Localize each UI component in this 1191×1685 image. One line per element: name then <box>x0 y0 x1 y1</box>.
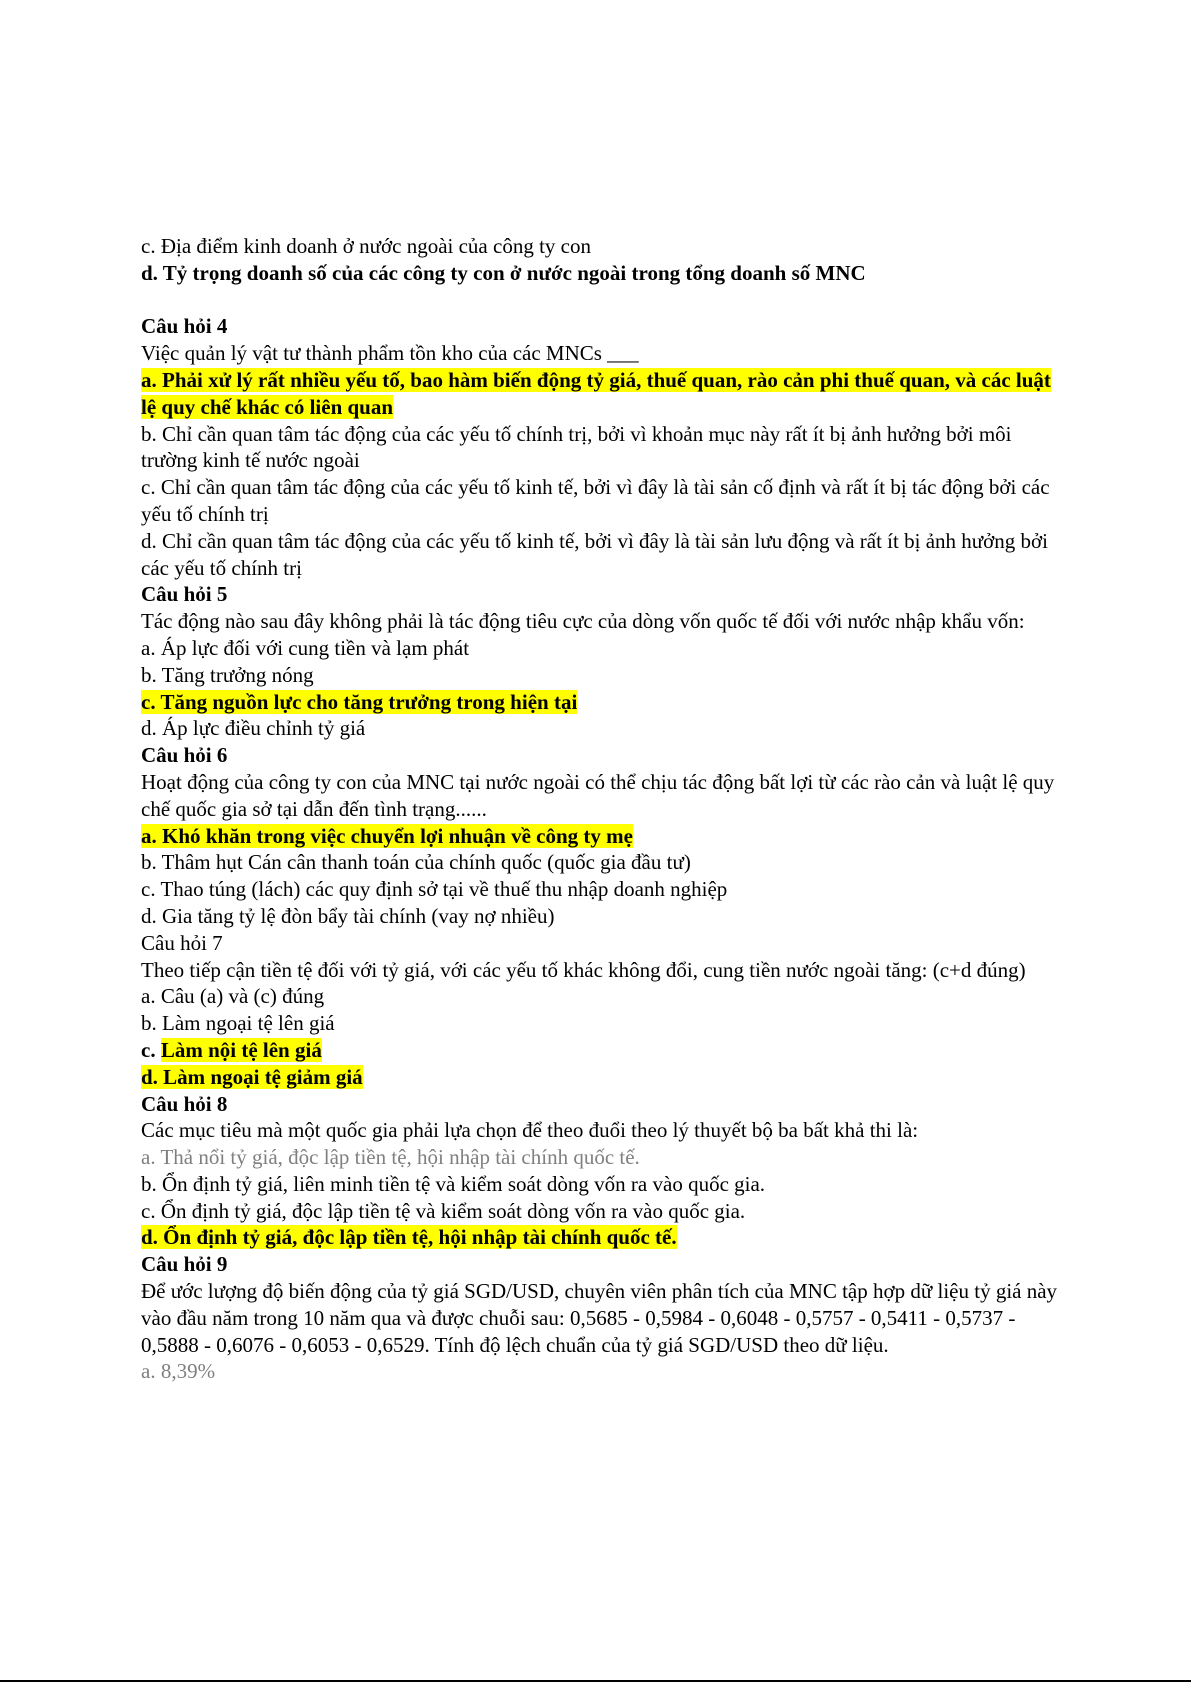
q5-option-d: d. Áp lực điều chỉnh tỷ giá <box>141 716 366 741</box>
q5-option-a: a. Áp lực đối với cung tiền và lạm phát <box>141 635 470 660</box>
q5-heading: Câu hỏi 5 <box>141 582 228 607</box>
q7-option-b: b. Làm ngoại tệ lên giá <box>141 1011 335 1036</box>
answer-highlight: a. Phải xử lý rất nhiều yếu tố, bao hàm biến động tỷ giá, thuế quan, rào cản phi thuế quan, và các luật lệ quy chế khác có liên quan <box>141 367 1051 419</box>
q7-option-d-answer <box>141 1064 1061 1091</box>
q6-option-d: d. Gia tăng tỷ lệ đòn bẩy tài chính (vay nợ nhiều) <box>141 903 555 928</box>
q6-option-b: b. Thâm hụt Cán cân thanh toán của chính quốc (quốc gia đầu tư) <box>141 850 691 875</box>
answer-highlight: c. Tăng nguồn lực cho tăng trưởng trong hiện tại <box>141 689 578 714</box>
q7-option-c-answer <box>141 1037 1061 1064</box>
q3-option-c: c. Địa điểm kinh doanh ở nước ngoài của công ty con <box>141 234 591 258</box>
q4-option-a-answer <box>141 367 1061 421</box>
q6-question: Hoạt động của công ty con của MNC tại nước ngoài có thể chịu tác động bất lợi từ các rào cản và luật lệ quy chế quốc gia sở tại dẫn đến tình trạng...... <box>141 769 1055 821</box>
q4-option-b: b. Chỉ cần quan tâm tác động của các yếu tố chính trị, bởi vì khoản mục này rất ít bị ảnh hưởng bởi môi trường kinh tế nước ngoài <box>141 421 1012 473</box>
q6-heading: Câu hỏi 6 <box>141 743 228 768</box>
q3-option-d-answer: d. Tỷ trọng doanh số của các công ty con ở nước ngoài trong tổng doanh số MNC <box>141 260 866 285</box>
q8-option-b: b. Ổn định tỷ giá, liên minh tiền tệ và kiểm soát dòng vốn ra vào quốc gia. <box>141 1171 766 1196</box>
q6-option-a-answer <box>141 823 1061 850</box>
q9-heading: Câu hỏi 9 <box>141 1252 228 1277</box>
q6-option-c: c. Thao túng (lách) các quy định sở tại về thuế thu nhập doanh nghiệp <box>141 877 728 902</box>
document-body <box>141 233 1061 1385</box>
q8-option-c: c. Ổn định tỷ giá, độc lập tiền tệ và kiểm soát dòng vốn ra vào quốc gia. <box>141 1198 746 1223</box>
q7-question: Theo tiếp cận tiền tệ đối với tỷ giá, với các yếu tố khác không đổi, cung tiền nước ngoài tăng: (c+d đúng) <box>141 957 1026 982</box>
q8-option-d-answer <box>141 1224 1061 1251</box>
q4-option-c: c. Chỉ cần quan tâm tác động của các yếu tố kinh tế, bởi vì đây là tài sản cố định và rất ít bị tác động bởi các yếu tố chính trị <box>141 475 1050 526</box>
q5-option-c-answer <box>141 689 1061 716</box>
q4-option-d: d. Chỉ cần quan tâm tác động của các yếu tố kinh tế, bởi vì đây là tài sản lưu động và rất ít bị ảnh hưởng bởi các yếu tố chính trị <box>141 528 1048 580</box>
q8-heading: Câu hỏi 8 <box>141 1091 228 1116</box>
answer-highlight: d. Ổn định tỷ giá, độc lập tiền tệ, hội nhập tài chính quốc tế. <box>141 1225 677 1250</box>
answer-highlight: d. Làm ngoại tệ giảm giá <box>141 1064 363 1089</box>
q7-heading: Câu hỏi 7 <box>141 930 223 955</box>
q4-question: Việc quản lý vật tư thành phẩm tồn kho của các MNCs ___ <box>141 341 639 366</box>
q9-option-a: a. 8,39% <box>141 1359 216 1384</box>
page-bottom-rule <box>0 1680 1191 1682</box>
q5-question: Tác động nào sau đây không phải là tác động tiêu cực của dòng vốn quốc tế đối với nước nhập khẩu vốn: <box>141 609 1025 634</box>
answer-highlight: a. Khó khăn trong việc chuyển lợi nhuận về công ty mẹ <box>141 823 633 848</box>
q4-heading: Câu hỏi 4 <box>141 314 228 339</box>
paragraph-gap <box>141 287 1061 314</box>
q7-option-a: a. Câu (a) và (c) đúng <box>141 984 325 1009</box>
q5-option-b: b. Tăng trưởng nóng <box>141 662 314 687</box>
option-prefix: c. <box>141 1037 161 1062</box>
q8-question: Các mục tiêu mà một quốc gia phải lựa chọn để theo đuổi theo lý thuyết bộ ba bất khả thi là: <box>141 1118 919 1143</box>
answer-highlight: Làm nội tệ lên giá <box>160 1037 322 1062</box>
q9-question: Để ước lượng độ biến động của tỷ giá SGD/USD, chuyên viên phân tích của MNC tập hợp dữ liệu tỷ giá này vào đầu năm trong 10 năm qua và được chuỗi sau: 0,5685 - 0,5984 - 0,6048 - 0,5757 - 0,5411 - 0,5737 - 0,5888 - 0,6076 - 0,6053 - 0,6529. Tính độ lệch chuẩn của tỷ giá SGD/USD theo dữ liệu. <box>141 1279 1058 1357</box>
q8-option-a: a. Thả nổi tỷ giá, độc lập tiền tệ, hội nhập tài chính quốc tế. <box>141 1145 640 1170</box>
